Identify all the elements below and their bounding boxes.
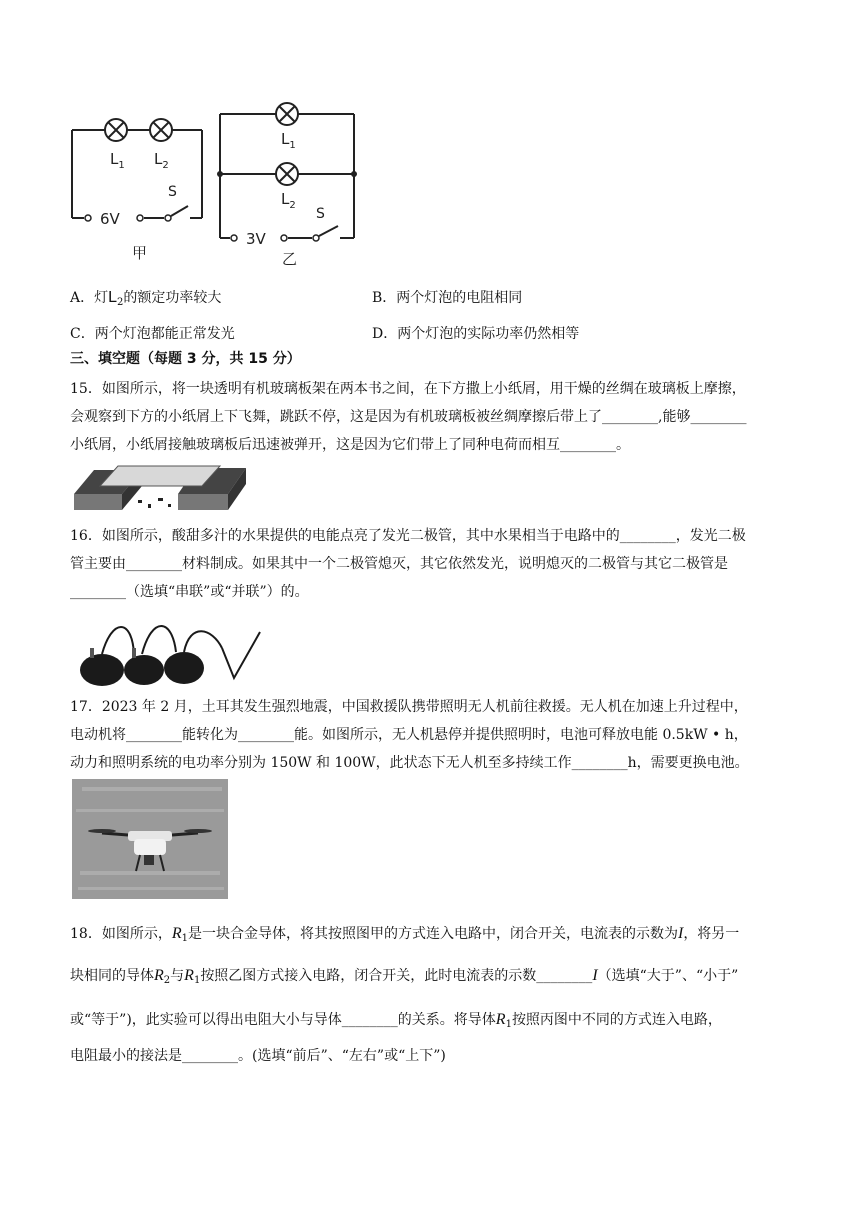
q16-line-1: 16．如图所示，酸甜多汁的水果提供的电能点亮了发光二极管，其中水果相当于电路中的________，发光二极 <box>70 528 746 544</box>
q15-line-1: 15．如图所示，将一块透明有机玻璃板架在两本书之间，在下方撒上小纸屑，用干燥的丝绸在玻璃板上摩擦， <box>70 381 746 397</box>
circuit-diagram <box>60 100 370 270</box>
q18-line-3: 或“等于”)，此实验可以得出电阻大小与导体________的关系。将导体$R_1$按照丙图中不同的方式连入电路， <box>70 1011 722 1030</box>
lamp-l1-icon <box>276 103 298 125</box>
lamp-l1-icon <box>105 119 127 141</box>
switch-icon <box>313 226 354 241</box>
option-b[interactable]: B．两个灯泡的电阻相同 <box>372 290 523 306</box>
jia-voltage-label: 6V <box>100 210 120 228</box>
lamp-l2-icon <box>150 119 172 141</box>
var-l2: L <box>108 289 118 306</box>
section-title: 三、填空题（每题 3 分，共 15 分） <box>70 351 301 367</box>
q15-line-2: 会观察到下方的小纸屑上下飞舞，跳跃不停，这是因为有机玻璃板被丝绸摩擦后带上了________,能够________ <box>70 409 747 425</box>
q15-line-3: 小纸屑，小纸屑接触玻璃板后迅速被弹开，这是因为它们带上了同种电荷而相互________。 <box>70 437 630 453</box>
q18-line-4: 电阻最小的接法是________。(选填“前后”、“左右”或“上下”) <box>70 1048 446 1064</box>
q16-line-2: 管主要由________材料制成。如果其中一个二极管熄灭，其它依然发光，说明熄灭的二极管与其它二极管是 <box>70 556 728 572</box>
q17-line-2: 电动机将________能转化为________能。如图所示，无人机悬停并提供照明时，电池可释放电能 0.5kW • h， <box>70 727 748 743</box>
q18-line-1: 18．如图所示，$R_1$是一块合金导体，将其按照图甲的方式连入电路中，闭合开关，电流表的示数为I，将另一 <box>70 925 740 944</box>
option-d[interactable]: D．两个灯泡的实际功率仍然相等 <box>372 326 580 342</box>
glass-plate-books-image <box>70 460 248 516</box>
circuit-yi <box>220 103 354 241</box>
lamp-l2-icon <box>276 163 298 185</box>
q17-line-1: 17．2023 年 2 月，土耳其发生强烈地震，中国救援队携带照明无人机前往救援。无人机在加速上升过程中， <box>70 699 748 715</box>
switch-icon <box>165 206 202 221</box>
q17-line-3: 动力和照明系统的电功率分别为 150W 和 100W，此状态下无人机至多持续工作________h，需要更换电池。 <box>70 755 749 771</box>
q16-line-3: ________（选填“串联”或“并联”）的。 <box>70 584 309 600</box>
q18-line-2: 块相同的导体$R_2$与$R_1$按照乙图方式接入电路，闭合开关，此时电流表的示数________I（选填“大于”、“小于” <box>70 967 739 986</box>
circuit-jia <box>72 119 202 221</box>
jia-caption: 甲 <box>132 244 148 262</box>
yi-voltage-label: 3V <box>246 230 266 248</box>
jia-l2-label: $L_2$ <box>154 150 169 171</box>
yi-switch-label: S <box>316 206 325 222</box>
drone-image <box>72 779 228 899</box>
jia-l1-label: $L_1$ <box>110 150 125 171</box>
option-c[interactable]: C．两个灯泡都能正常发光 <box>70 326 235 342</box>
yi-caption: 乙 <box>282 250 298 268</box>
fruit-battery-image <box>72 608 268 688</box>
option-a[interactable]: A．灯$L_2$的额定功率较大 <box>70 289 222 308</box>
yi-l2-label: $L_2$ <box>281 190 296 211</box>
jia-switch-label: S <box>168 184 177 200</box>
yi-l1-label: $L_1$ <box>281 130 296 151</box>
